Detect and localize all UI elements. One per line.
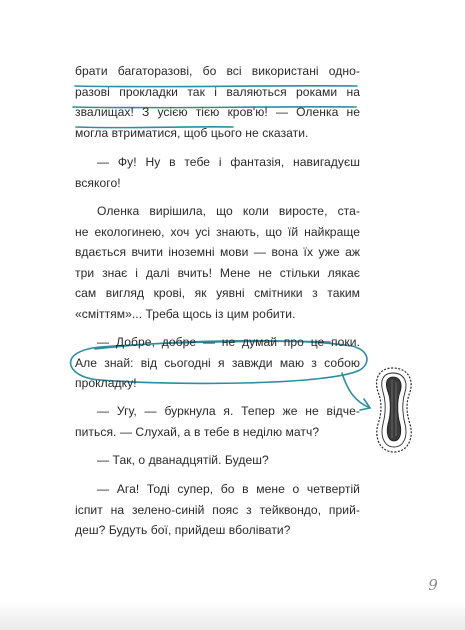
text-line: — Добре, добре — не думай про це поки. <box>97 335 360 349</box>
text-line: деш? Будуть бої, прийдеш вболівати? <box>75 523 291 537</box>
text-line: — Ага! Тоді супер, бо в мене о четвертій <box>97 482 360 496</box>
page-number: 9 <box>428 576 438 594</box>
text-line: — Угу, — буркнула я. Тепер же не відче- <box>97 404 360 418</box>
text-line: «сміттям»... Треба щось із цим робити. <box>75 306 296 321</box>
text-line: — Фу! Ну в тебе і фантазія, навигадуєш <box>97 155 360 169</box>
text-line: брати багаторазові, бо всі використані одно- <box>75 64 360 78</box>
text-line: питься. — Слухай, а в тебе в неділю матч? <box>75 424 320 439</box>
text-line: Але знай: від сьогодні я завжди маю з собою <box>75 355 360 370</box>
text-line: Оленка вирішила, що коли виросте, ста- <box>97 204 360 218</box>
text-line: вдається вчити іноземні мови — вона їх уже аж <box>75 245 360 259</box>
text-line: всякого! <box>75 175 121 190</box>
page-bottom-shadow <box>0 602 465 630</box>
text-line: іспит на зелено-синій пояс з тейквондо, прий- <box>75 502 360 517</box>
text-line: — Так, о дванадцятій. Будеш? <box>97 453 269 467</box>
text-line: сам вигляд крові, як уявні смітники з таким <box>75 286 360 300</box>
text-line: звалищах! З усією тією кров'ю! — Оленка не <box>75 105 360 119</box>
text-line: могла втриматися, щоб цього не сказати. <box>75 125 309 140</box>
text-line: разові прокладки так і валяються роками на <box>75 84 360 99</box>
arrow-head <box>360 399 370 410</box>
reusable-pad-drawing-icon <box>377 368 412 452</box>
text-line: не екологинею, хоч усі знають, що їй найкраще <box>75 224 360 239</box>
text-line: прокладку! <box>75 376 137 390</box>
text-line: три знає і далі вчить! Мене не стільки лякає <box>75 265 360 280</box>
